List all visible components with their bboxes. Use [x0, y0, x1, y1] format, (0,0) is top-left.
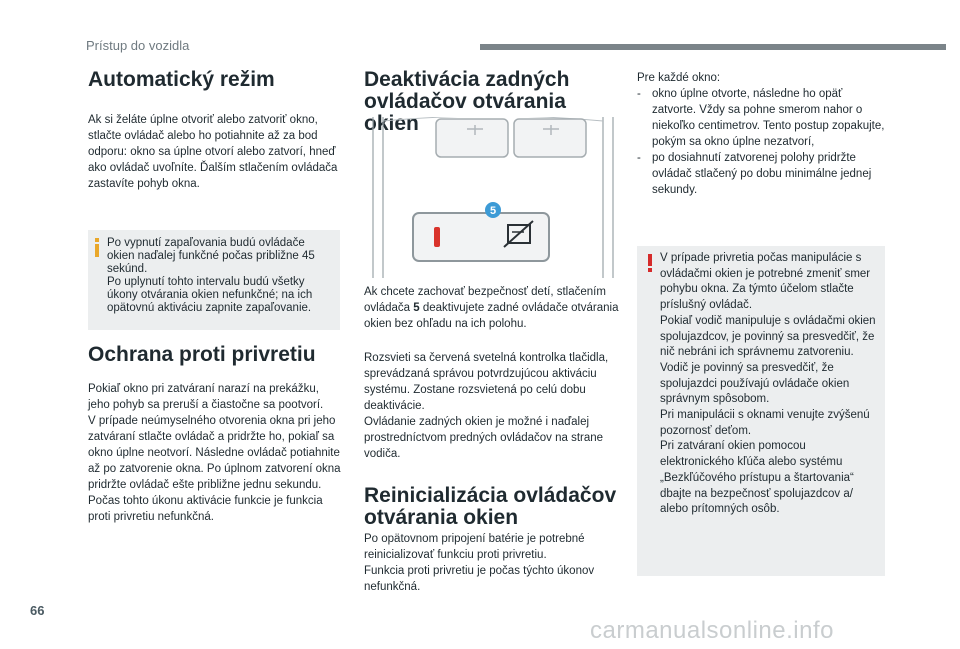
- header-bar: [480, 44, 946, 50]
- window-switch-left-icon: [436, 119, 508, 157]
- auto-mode-body: Ak si želáte úplne otvoriť alebo zatvoriť okno, stlačte ovládač alebo ho potiahnite až za bod odporu: okno sa úplne otvorí alebo zatvorí, hneď ako ovládač uvoľníte. Ďalším stlačením ovládača zastavíte pohyb okna.: [88, 114, 338, 190]
- deactivation-status-text: Rozsvieti sa červená svetelná kontrolka tlačidla, sprevádzaná správou potvrdzujúcou aktiváciu systému. Zostane rozsvietená po celú dobu deaktivácie. Ovládanie zadných okien je možné i naďalej prostredníctvom predných ovládačov na strane vodiča.: [364, 352, 609, 460]
- procedure-list: Pre každé okno: - okno úplne otvorte, následne ho opäť zatvorte. Vždy sa pohne smerom nahor o niekoľko centimetrov. Tento postup zopakujte, pokým sa okno úplne nezatvorí, - po dosiahnutí zatvorenej polohy pridržte ovládač stlačený po dobu minimálne jednej sekundy.: [637, 70, 889, 198]
- list-item: - okno úplne otvorte, následne ho opäť zatvorte. Vždy sa pohne smerom nahor o niekoľko centimetrov. Tento postup zopakujte, pokým sa okno úplne nezatvorí,: [637, 88, 885, 148]
- info-icon: [94, 238, 102, 257]
- child-lock-button-icon: [413, 213, 549, 261]
- warning-note: [637, 246, 885, 576]
- anti-pinch-title: Ochrana proti privretiu: [88, 343, 316, 366]
- exclamation-icon: [647, 254, 653, 272]
- anti-pinch-body: Pokiaľ okno pri zatváraní narazí na prekážku, jeho pohyb sa preruší a čiastočne sa pootvorí. V prípade neúmyselného otvorenia okna pri jeho zatváraní stlačte ovládač a pridržte ho, pokiaľ sa okno úplne neotvorí. Následne ovládač potiahnite až po zatvorenie okna. Po úplnom zatvorení okna pridržte ovládač ešte približne jednu sekundu. Počas tohto úkonu aktivácie funkcie je funkcia proti privretiu nefunkčná.: [88, 383, 341, 523]
- warning-note-text: V prípade privretia počas manipulácie s ovládačmi okien je potrebné zmeniť smer pohybu okna. Za týmto účelom stlačte príslušný ovládač. Pokiaľ vodič manipuluje s ovládačmi okien spolujazdcov, je povinný sa presvedčiť, že nič nebráni ich správnemu zatvoreniu. Vodič je povinný sa presvedčiť, že spolujazdci používajú ovládače okien správnym spôsobom. Pri manipulácii s oknami venujte zvýšenú pozornosť deťom. Pri zatváraní okien pomocou elektronického kľúča alebo systému „Bezkľúčového prístupu a štartovania“ dbajte na bezpečnosť spolujazdcov a/ alebo prítomných osôb.: [660, 252, 876, 516]
- svg-text:5: 5: [489, 205, 497, 217]
- deactivation-title: Deaktivácia zadných ovládačov otvárania okien: [364, 68, 570, 135]
- reinit-body: Po opätovnom pripojení batérie je potrebné reinicializovať funkciu proti privretiu. Funkcia proti privretiu je počas týchto úkonov nefunkčná.: [364, 533, 595, 593]
- deactivation-body: Ak chcete zachovať bezpečnosť detí, stlačením ovládača 5 deaktivujete zadné ovládače otvárania okien bez ohľadu na ich polohu.: [364, 286, 619, 330]
- watermark: carmanualsonline.info: [590, 617, 834, 644]
- reinit-title: Reinicializácia ovládačov otvárania okien: [364, 484, 617, 529]
- rear-window-lock-illustration: [371, 117, 615, 278]
- list-item: - po dosiahnutí zatvorenej polohy pridržte ovládač stlačený po dobu minimálne jednej sekundy.: [637, 152, 872, 196]
- info-note-text: Po vypnutí zapaľovania budú ovládače okien naďalej funkčné počas približne 45 sekúnd. Po uplynutí tohto intervalu budú všetky úkony otvárania okien nefunkčné; na ich opätovnú aktiváciu zapnite zapaľovanie.: [107, 237, 315, 314]
- info-note: [88, 230, 340, 330]
- page-number: 66: [30, 603, 45, 618]
- callout-5-icon: [485, 202, 501, 218]
- section-label: Prístup do vozidla: [86, 38, 190, 53]
- auto-mode-title: Automatický režim: [88, 68, 275, 91]
- window-switch-right-icon: [514, 119, 586, 157]
